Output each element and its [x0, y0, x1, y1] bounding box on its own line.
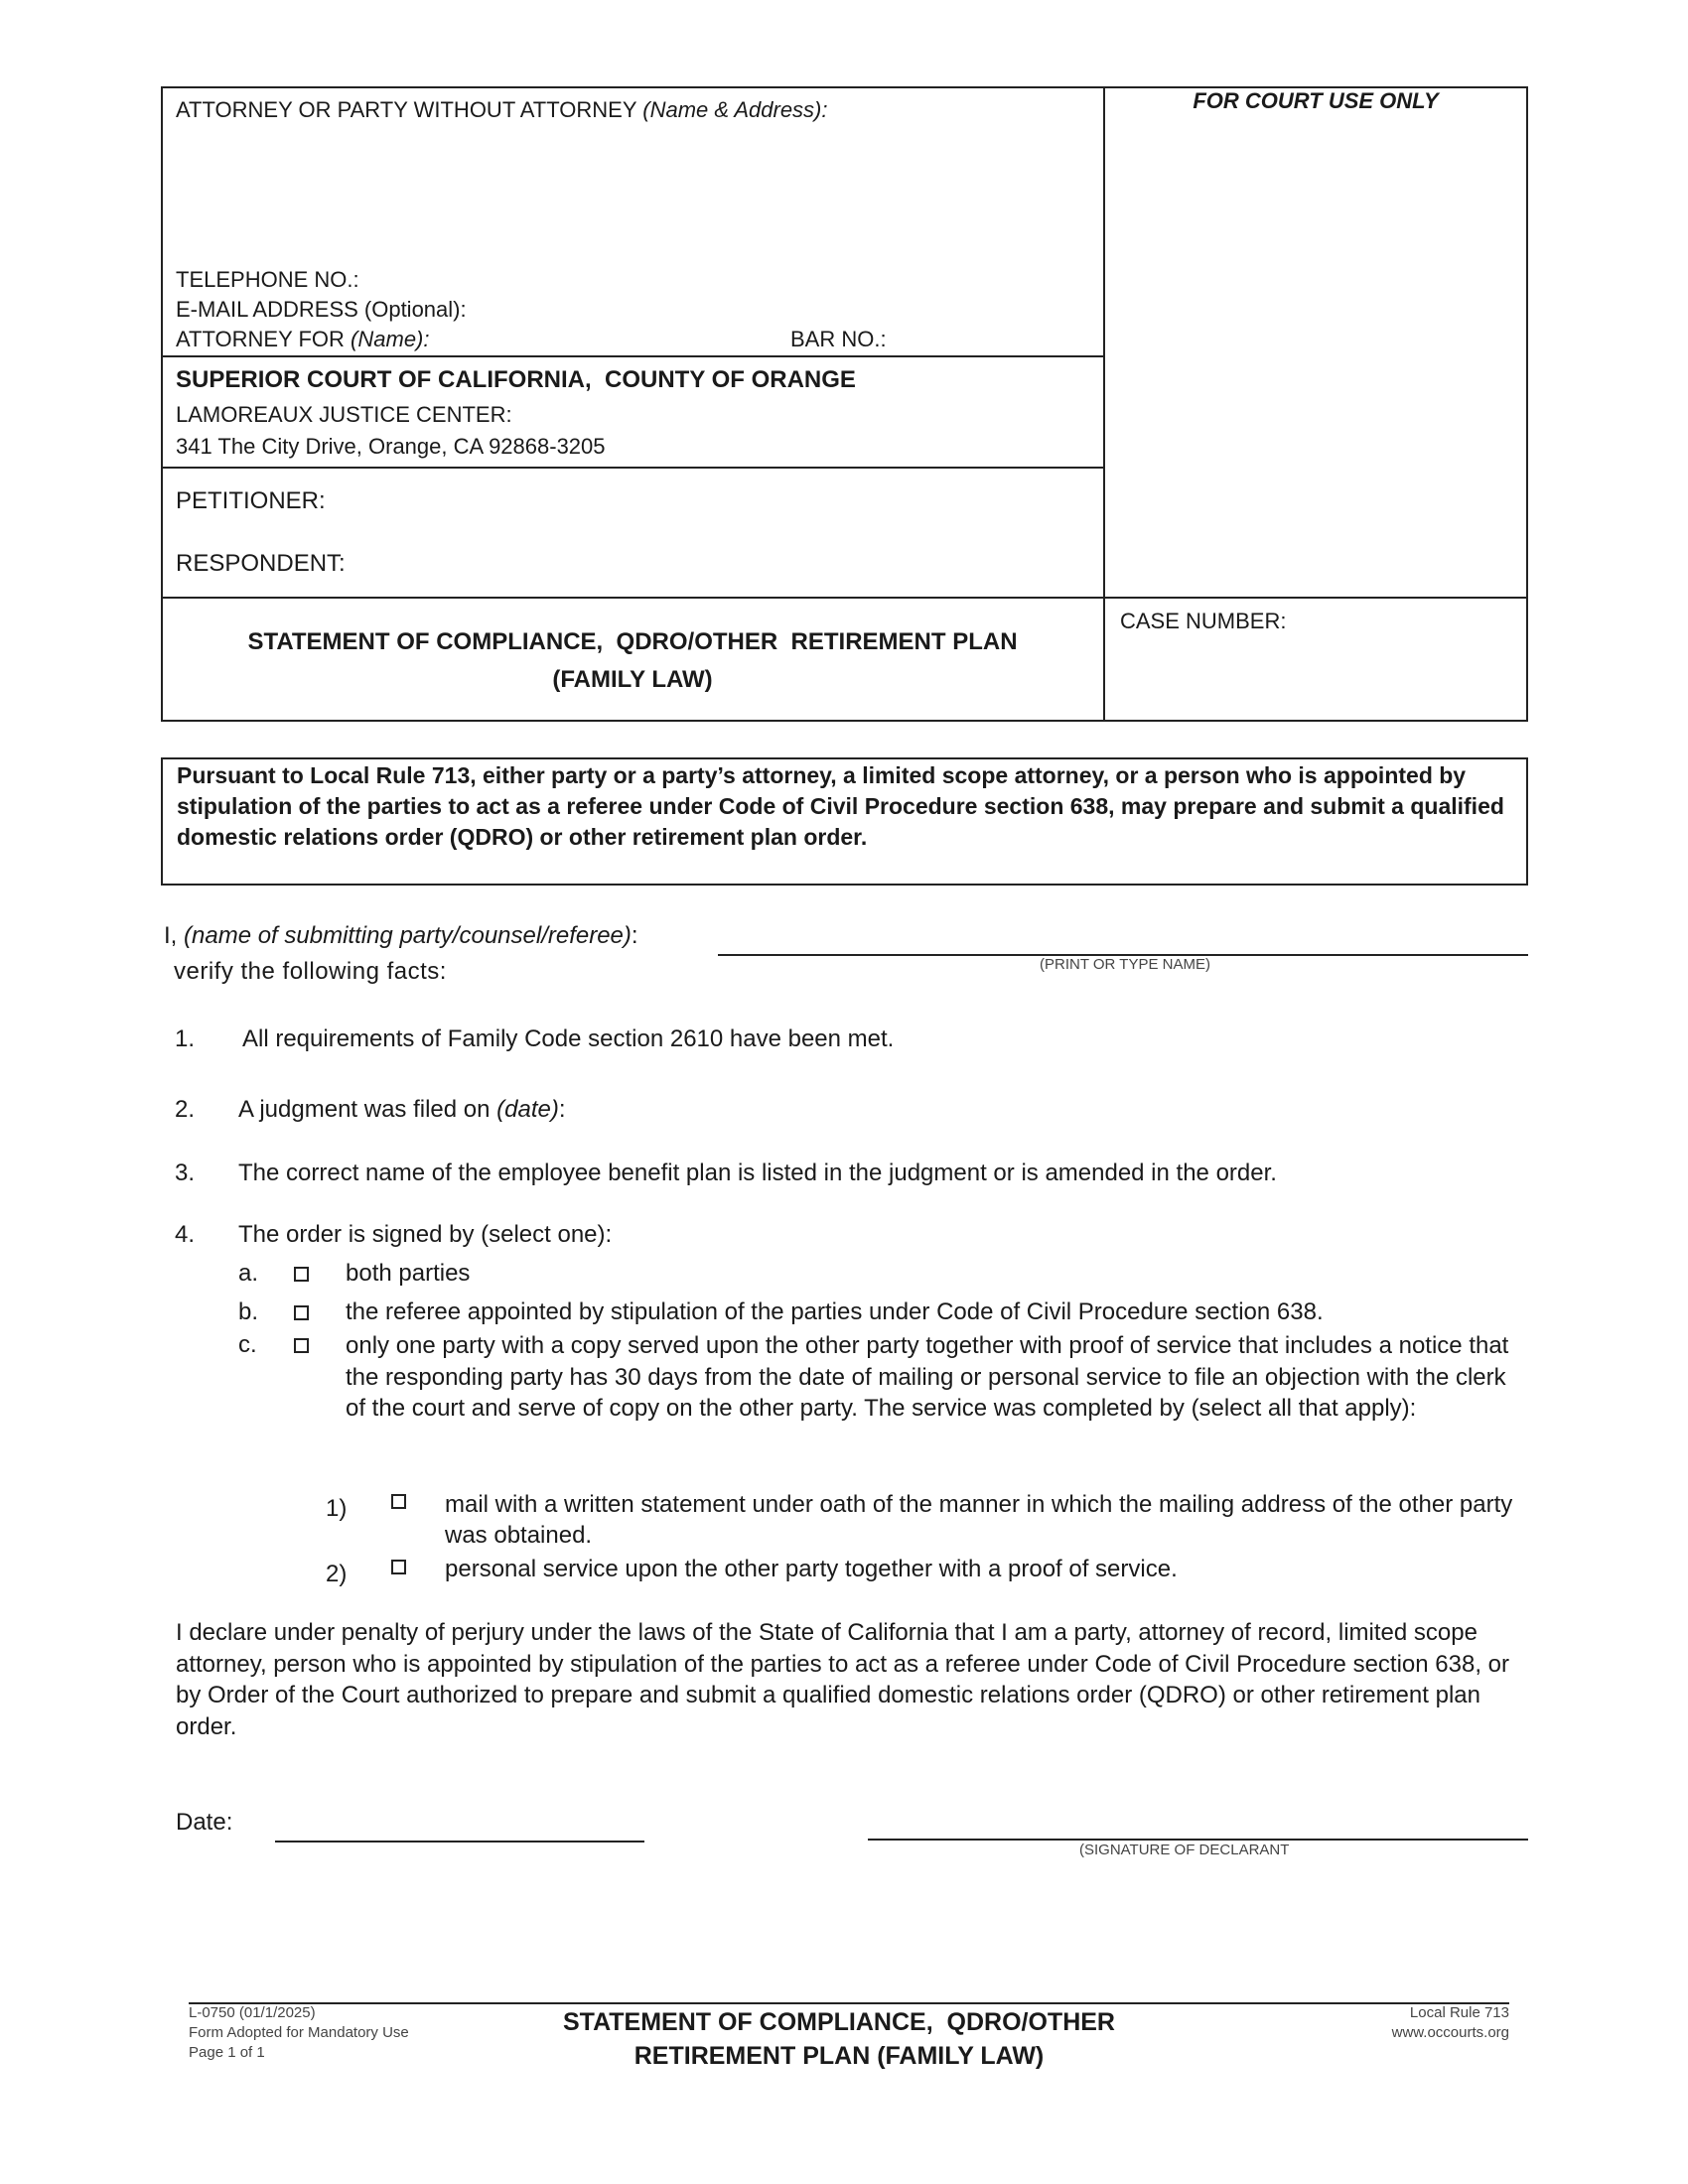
fact-2-number: 2.	[175, 1096, 196, 1123]
divider-attorney-court	[161, 355, 1104, 357]
fact-3-number: 3.	[175, 1160, 196, 1186]
footer-form-number: L-0750 (01/1/2025)	[189, 2004, 316, 2021]
date-line[interactable]	[275, 1841, 644, 1843]
court-name: SUPERIOR COURT OF CALIFORNIA, COUNTY OF ORANGE	[176, 366, 856, 393]
footer-rule-info	[1311, 2003, 1509, 2043]
option-b-letter: b.	[238, 1298, 259, 1325]
form-title-line1: STATEMENT OF COMPLIANCE, QDRO/OTHER RETIREMENT PLAN	[247, 628, 1018, 655]
telephone-label: TELEPHONE NO.:	[176, 267, 359, 292]
court-address: 341 The City Drive, Orange, CA 92868-3205	[176, 434, 606, 459]
footer-title-line1: STATEMENT OF COMPLIANCE, QDRO/OTHER	[562, 2008, 1115, 2036]
signature-caption: (SIGNATURE OF DECLARANT	[1079, 1842, 1290, 1858]
option-c-letter: c.	[238, 1331, 257, 1358]
court-center: LAMOREAUX JUSTICE CENTER:	[176, 402, 512, 427]
caption-vertical-divider	[1103, 86, 1105, 722]
option-a-checkbox[interactable]	[294, 1267, 309, 1282]
court-use-label: FOR COURT USE ONLY	[1193, 88, 1439, 113]
service-2-number: 2)	[326, 1561, 348, 1587]
option-b-checkbox[interactable]	[294, 1305, 309, 1320]
service-1-checkbox[interactable]	[391, 1494, 406, 1509]
footer-title	[437, 2005, 1241, 2073]
divider-court-parties	[161, 467, 1104, 469]
footer-page: Page 1 of 1	[189, 2044, 265, 2061]
fact-4-number: 4.	[175, 1221, 196, 1248]
attorney-label: ATTORNEY OR PARTY WITHOUT ATTORNEY (Name & Address):	[176, 97, 828, 122]
declarant-label: I, (name of submitting party/counsel/referee):	[164, 922, 638, 949]
footer-local-rule: Local Rule 713	[1409, 2004, 1509, 2021]
verify-text: verify the following facts:	[174, 958, 447, 985]
fact-3-text: The correct name of the employee benefit plan is listed in the judgment or is amended in the order.	[238, 1160, 1277, 1186]
option-c-text: only one party with a copy served upon the other party together with proof of service that includes a notice that the responding party has 30 days from the date of mailing or personal service to file an objection with the clerk of the court and serve of copy on the other party. The service was completed by (select all that apply):	[346, 1332, 1509, 1422]
email-label: E-MAIL ADDRESS (Optional):	[176, 297, 467, 322]
fact-1-text: All requirements of Family Code section 2610 have been met.	[242, 1025, 895, 1052]
option-c-checkbox[interactable]	[294, 1338, 309, 1353]
declaration-text: I declare under penalty of perjury under the laws of the State of California that I am a party, attorney of record, limited scope attorney, person who is appointed by stipulation of the parties to act as a referee under Code of Civil Procedure section 638, or by Order of the Court authorized to prepare and submit a qualified domestic relations order (QDRO) or other retirement plan order.	[176, 1619, 1510, 1740]
attorney-for-label: ATTORNEY FOR (Name):	[176, 327, 430, 351]
option-b-text: the referee appointed by stipulation of the parties under Code of Civil Procedure section 638.	[346, 1298, 1324, 1325]
case-number-label: CASE NUMBER:	[1120, 609, 1287, 633]
bar-no-label: BAR NO.:	[790, 327, 887, 351]
service-1-number: 1)	[326, 1495, 348, 1522]
fact-1-number: 1.	[175, 1025, 196, 1052]
divider-title-row	[161, 597, 1528, 599]
date-label: Date:	[176, 1809, 233, 1836]
service-2-checkbox[interactable]	[391, 1560, 406, 1574]
service-2-text: personal service upon the other party together with a proof of service.	[445, 1556, 1178, 1582]
footer-form-info	[189, 2003, 409, 2063]
notice-box	[161, 757, 1528, 886]
fact-2-text: A judgment was filed on (date):	[238, 1096, 566, 1123]
notice-text: Pursuant to Local Rule 713, either party or a party’s attorney, a limited scope attorney, or a person who is appointed by stipulation of the parties to act as a referee under Code of Civil Procedure section 638, may prepare and submit a qualified domestic relations order (QDRO) or other retirement plan order.	[177, 762, 1504, 850]
form-title	[163, 623, 1102, 699]
respondent-label: RESPONDENT:	[176, 550, 346, 577]
petitioner-label: PETITIONER:	[176, 487, 326, 514]
footer-title-line2: RETIREMENT PLAN (FAMILY LAW)	[633, 2042, 1045, 2070]
footer-website[interactable]: www.occourts.org	[1391, 2024, 1509, 2041]
footer-adopted: Form Adopted for Mandatory Use	[189, 2024, 409, 2041]
print-name-caption: (PRINT OR TYPE NAME)	[1040, 956, 1210, 973]
service-1-text: mail with a written statement under oath of the manner in which the mailing address of the other party was obtained.	[445, 1491, 1513, 1549]
fact-4-text: The order is signed by (select one):	[238, 1221, 613, 1248]
option-a-text: both parties	[346, 1260, 471, 1287]
option-a-letter: a.	[238, 1260, 259, 1287]
form-title-line2: (FAMILY LAW)	[552, 666, 713, 693]
signature-line[interactable]	[868, 1839, 1528, 1841]
